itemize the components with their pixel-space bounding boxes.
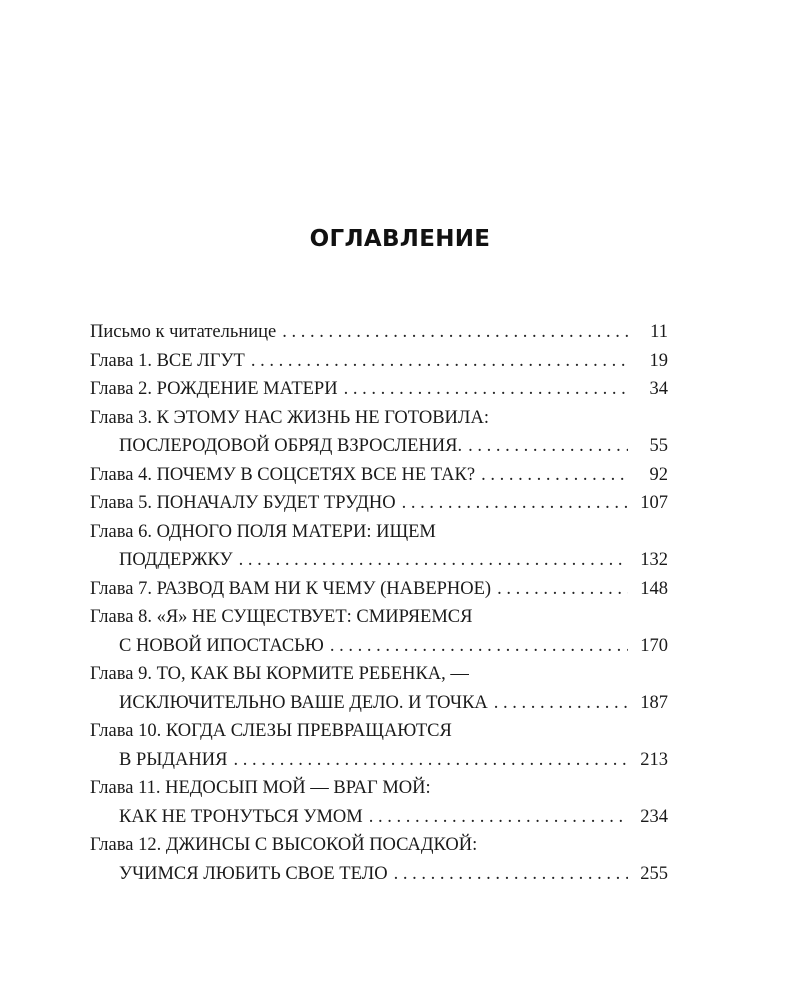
toc-entry-title: Глава 1. ВСЕ ЛГУТ: [90, 350, 245, 371]
table-of-contents: [90, 318, 668, 888]
toc-page-number: 34: [649, 379, 668, 399]
toc-entry-line: [90, 717, 668, 746]
dot-leader: [481, 461, 628, 490]
toc-page-number: 187: [640, 692, 668, 713]
toc-page-number: 170: [640, 635, 668, 656]
dot-leader: [282, 318, 628, 347]
dot-leader: [369, 803, 628, 832]
toc-entry-title: Глава 12. ДЖИНСЫ С ВЫСОКОЙ ПОСАДКОЙ:: [90, 835, 478, 855]
toc-page-number: 234: [640, 806, 668, 827]
dot-leader: [239, 546, 628, 575]
toc-entry-line: [90, 660, 668, 689]
toc-entry-line: [90, 546, 668, 575]
dot-leader: [494, 689, 628, 718]
toc-entry: [90, 717, 668, 774]
toc-entry: [90, 831, 668, 888]
toc-entry-line: [90, 404, 668, 433]
toc-entry-title: Глава 4. ПОЧЕМУ В СОЦСЕТЯХ ВСЕ НЕ ТАК?: [90, 464, 476, 485]
toc-page-number: 148: [640, 578, 668, 599]
toc-page-number: 92: [649, 464, 668, 485]
dot-leader: [344, 375, 628, 404]
toc-page-number: 213: [640, 749, 668, 770]
toc-entry-line: [90, 318, 668, 347]
toc-entry-title: Глава 9. ТО, КАК ВЫ КОРМИТЕ РЕБЕНКА, —: [90, 664, 469, 684]
toc-entry-line: [90, 689, 668, 718]
page-title: ОГЛАВЛЕНИЕ: [309, 226, 491, 252]
toc-entry-title: С НОВОЙ ИПОСТАСЬЮ: [119, 635, 324, 656]
toc-entry-title: ПОСЛЕРОДОВОЙ ОБРЯД ВЗРОСЛЕНИЯ.: [119, 436, 463, 456]
toc-entry: [90, 518, 668, 575]
dot-leader: [330, 632, 628, 661]
toc-entry-title: Глава 8. «Я» НЕ СУЩЕСТВУЕТ: СМИРЯЕМСЯ: [90, 607, 473, 627]
toc-entry-title: Глава 3. К ЭТОМУ НАС ЖИЗНЬ НЕ ГОТОВИЛА:: [90, 407, 489, 428]
toc-entry-title: Глава 6. ОДНОГО ПОЛЯ МАТЕРИ: ИЩЕМ: [90, 521, 436, 542]
toc-entry-line: [90, 803, 668, 832]
toc-entry: [90, 603, 668, 660]
dot-leader: [468, 432, 628, 461]
toc-entry: [90, 774, 668, 831]
toc-entry: [90, 404, 668, 461]
toc-entry: [90, 318, 668, 347]
toc-entry: [90, 375, 668, 404]
toc-entry: [90, 347, 668, 376]
dot-leader: [251, 347, 628, 376]
toc-entry-title: В РЫДАНИЯ: [119, 749, 228, 770]
toc-entry-line: [90, 860, 668, 889]
toc-entry-line: [90, 375, 668, 404]
toc-page-number: 107: [640, 493, 668, 513]
toc-entry: [90, 660, 668, 717]
toc-entry-title: УЧИМСЯ ЛЮБИТЬ СВОЕ ТЕЛО: [119, 863, 388, 884]
toc-entry-title: ПОДДЕРЖКУ: [119, 550, 233, 570]
toc-page-number: 11: [650, 322, 668, 342]
toc-entry-line: [90, 461, 668, 490]
toc-entry: [90, 461, 668, 490]
toc-entry-title: Глава 7. РАЗВОД ВАМ НИ К ЧЕМУ (НАВЕРНОЕ): [90, 578, 492, 599]
toc-entry-line: [90, 489, 668, 518]
toc-entry-title: Глава 5. ПОНАЧАЛУ БУДЕТ ТРУДНО: [90, 493, 396, 513]
toc-entry: [90, 489, 668, 518]
toc-entry-title: ИСКЛЮЧИТЕЛЬНО ВАШЕ ДЕЛО. И ТОЧКА: [119, 692, 488, 713]
toc-page-number: 19: [649, 350, 668, 371]
toc-entry-title: Глава 10. КОГДА СЛЕЗЫ ПРЕВРАЩАЮТСЯ: [90, 721, 452, 741]
dot-leader: [394, 860, 628, 889]
toc-entry-line: [90, 575, 668, 604]
dot-leader: [497, 575, 628, 604]
dot-leader: [233, 746, 628, 775]
dot-leader: [402, 489, 628, 518]
toc-entry-line: [90, 746, 668, 775]
toc-entry-line: [90, 518, 668, 547]
toc-entry-line: [90, 632, 668, 661]
toc-entry-line: [90, 831, 668, 860]
toc-page-number: 55: [649, 436, 668, 456]
toc-entry-line: [90, 347, 668, 376]
toc-page-number: 255: [640, 863, 668, 884]
toc-entry-title: Письмо к читательнице: [90, 322, 277, 342]
toc-entry: [90, 575, 668, 604]
toc-page-number: 132: [640, 550, 668, 570]
toc-entry-line: [90, 603, 668, 632]
toc-entry-title: КАК НЕ ТРОНУТЬСЯ УМОМ: [119, 806, 363, 827]
toc-entry-line: [90, 432, 668, 461]
toc-entry-line: [90, 774, 668, 803]
toc-entry-title: Глава 11. НЕДОСЫП МОЙ — ВРАГ МОЙ:: [90, 778, 431, 798]
toc-entry-title: Глава 2. РОЖДЕНИЕ МАТЕРИ: [90, 379, 338, 399]
